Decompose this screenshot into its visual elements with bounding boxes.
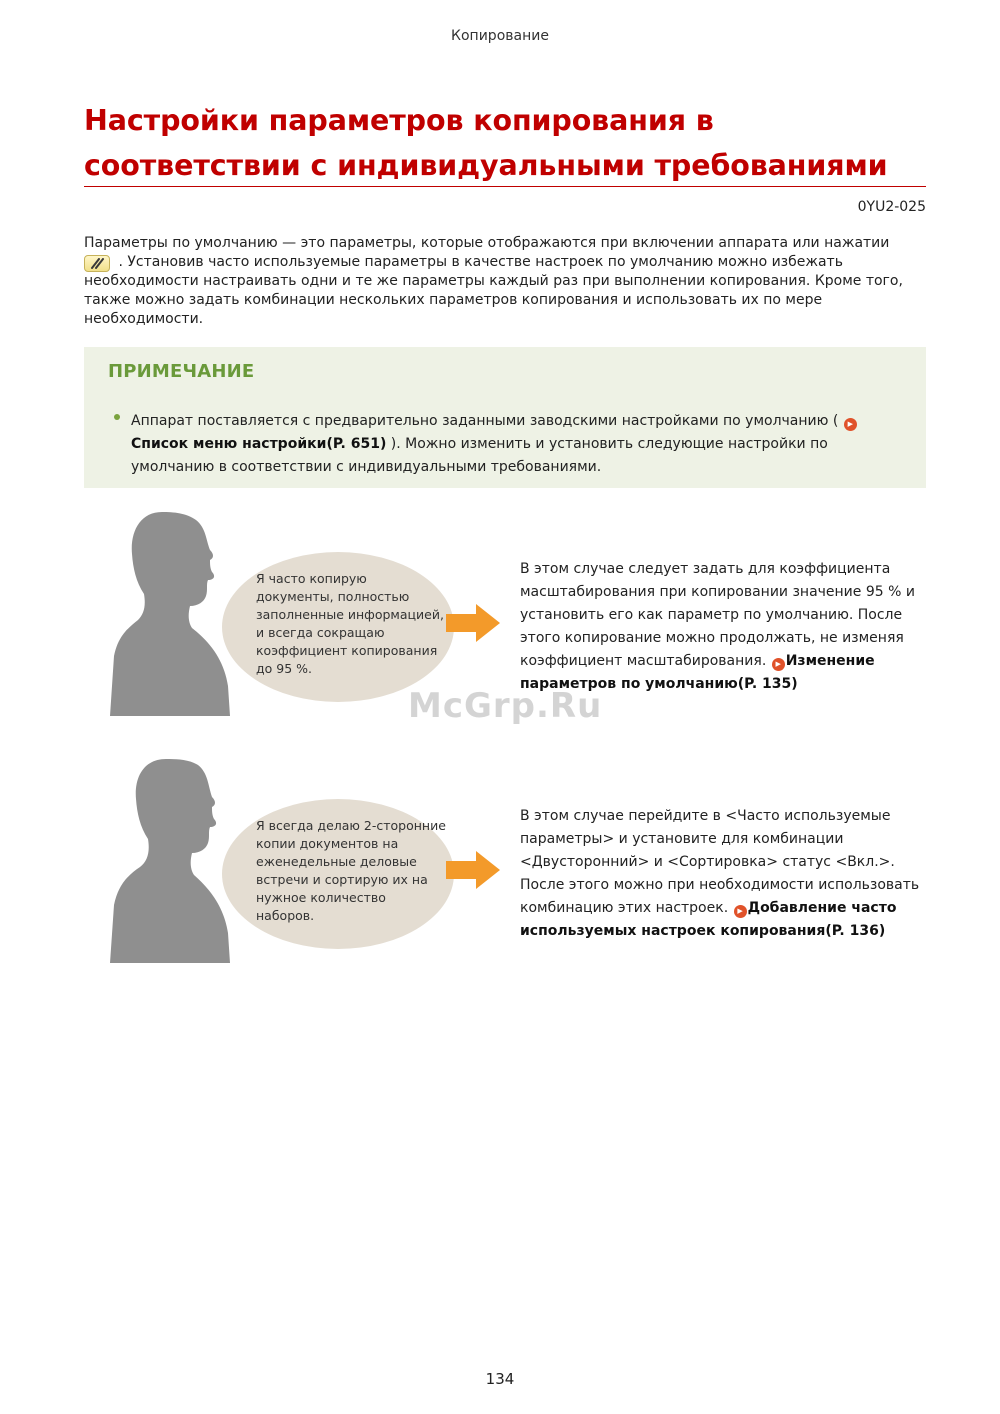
person-silhouette-icon xyxy=(110,757,230,963)
document-code: 0YU2-025 xyxy=(857,199,926,215)
page-number: 134 xyxy=(485,1370,515,1388)
note-link-settings-menu[interactable]: Список меню настройки(P. 651) xyxy=(131,436,387,452)
bullet-dot-icon xyxy=(114,414,120,420)
link-arrow-icon[interactable]: ▶ xyxy=(844,418,857,431)
page-title-line-1: Настройки параметров копирования в xyxy=(84,104,714,137)
intro-text-part-2: . Установив часто используемые параметры в качестве настроек по умолчанию можно избежать необходимости настраивать одни и те же параметры каждый раз при выполнении копирования. Кроме того, также можно задать комбинации нескольких параметров копирования и использовать их по мере необходимости. xyxy=(84,254,903,327)
watermark: McGrp.Ru xyxy=(408,686,603,726)
scenario-text: В этом случае следует задать для коэффициента масштабирования при копировании значение 95 % и установить его как параметр по умолчанию. После этого копирование можно продолжать, не изменяя коэффициент масштабирования. xyxy=(520,561,915,669)
scenario-description xyxy=(520,558,930,696)
page-title-line-2: соответствии с индивидуальными требованиями xyxy=(84,149,888,182)
intro-paragraph xyxy=(84,234,926,329)
title-underline xyxy=(84,186,926,187)
intro-text-part-1: Параметры по умолчанию — это параметры, которые отображаются при включении аппарата или нажатии xyxy=(84,235,890,251)
speech-bubble-text: Я всегда делаю 2-сторонние копии документов на еженедельные деловые встречи и сортирую их на нужное количество наборов. xyxy=(256,818,446,923)
reset-key-icon xyxy=(84,255,110,272)
scenario-description xyxy=(520,805,930,943)
arrow-right-icon xyxy=(444,849,502,891)
link-add-favorite-settings[interactable]: Добавление часто используемых настроек копирования(P. 136) xyxy=(520,900,897,939)
note-box xyxy=(84,347,926,488)
page-title xyxy=(84,98,926,188)
scenario-text: В этом случае перейдите в <Часто используемые параметры> и установите для комбинации <Двусторонний> и <Сортировка> статус <Вкл.>. После этого можно при необходимости использовать комбинацию этих настроек. xyxy=(520,808,920,916)
scenario-2 xyxy=(104,757,926,967)
person-silhouette-icon xyxy=(110,510,230,716)
link-change-defaults[interactable]: Изменение параметров по умолчанию(P. 135) xyxy=(520,653,875,692)
speech-bubble-text: Я часто копирую документы, полностью заполненные информацией, и всегда сокращаю коэффициент копирования до 95 %. xyxy=(256,571,444,676)
link-arrow-icon[interactable]: ▶ xyxy=(772,658,785,671)
link-arrow-icon[interactable]: ▶ xyxy=(734,905,747,918)
note-text-before: Аппарат поставляется с предварительно заданными заводскими настройками по умолчанию ( xyxy=(131,413,839,429)
note-text-after: ). Можно изменить и установить следующие настройки по умолчанию в соответствии с индивидуальными требованиями. xyxy=(131,436,828,475)
arrow-right-icon xyxy=(444,602,502,644)
running-header: Копирование xyxy=(451,28,549,44)
note-heading: ПРИМЕЧАНИЕ xyxy=(108,361,255,382)
note-text xyxy=(131,410,891,479)
